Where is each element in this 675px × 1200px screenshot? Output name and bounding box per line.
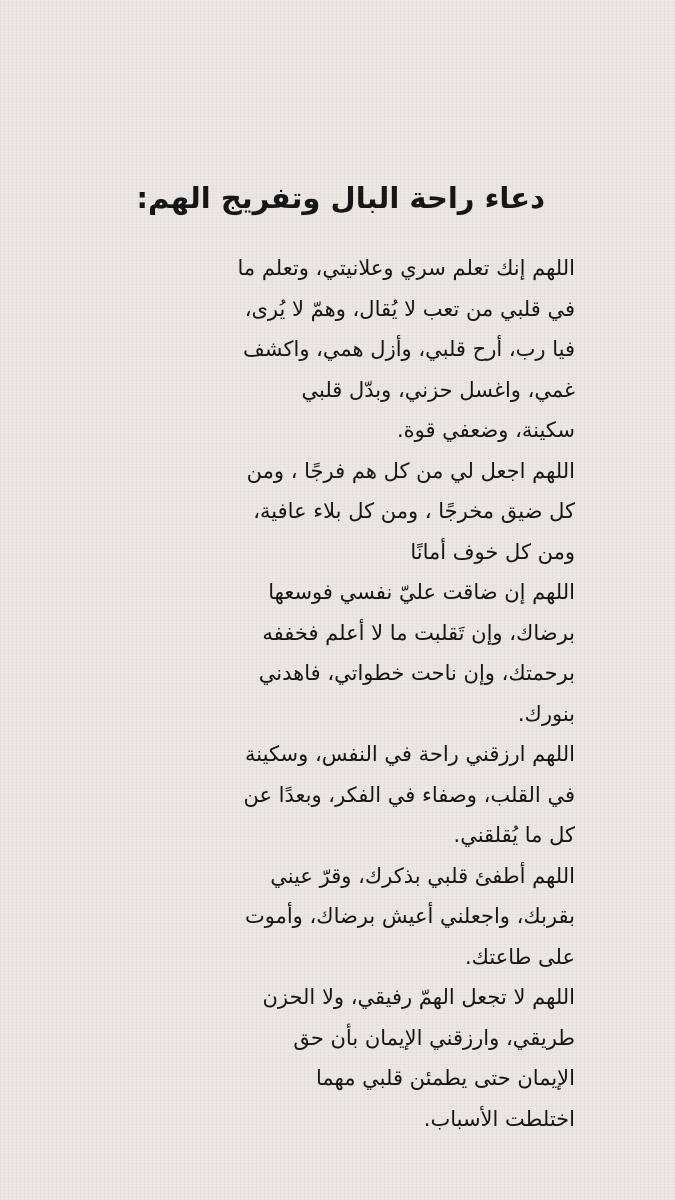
prayer-body: [165, 248, 575, 1139]
prayer-line: غمي، واغسل حزني، وبدّل قلبي: [301, 377, 575, 402]
prayer-line: اللهم ارزقني راحة في النفس، وسكينة: [245, 742, 575, 766]
prayer-line: الإيمان حتى يطمئن قلبي مهما: [316, 1066, 575, 1090]
prayer-line: سكينة، وضعفي قوة.: [396, 418, 575, 442]
prayer-line: ومن كل خوف أمانًا: [410, 539, 575, 564]
prayer-line: اللهم اجعل لي من كل هم فرجًا ، ومن: [246, 458, 575, 483]
prayer-line: اللهم أطفئ قلبي بذكرك، وقرّ عيني: [270, 863, 575, 888]
document-title: دعاء راحة البال وتفريج الهم:: [136, 181, 545, 215]
prayer-line: برحمتك، وإن ناحت خطواتي، فاهدني: [258, 661, 575, 685]
prayer-line: بقربك، واجعلني أعيش برضاك، وأموت: [244, 904, 575, 928]
prayer-line: اختلطت الأسباب.: [423, 1106, 575, 1131]
prayer-line: طريقي، وارزقني الإيمان بأن حق: [293, 1025, 575, 1050]
prayer-line: كل ما يُقلقني.: [453, 823, 575, 847]
prayer-line: اللهم إن ضاقت عليّ نفسي فوسعها: [268, 580, 575, 604]
prayer-line: على طاعتك.: [464, 944, 575, 969]
prayer-line: اللهم إنك تعلم سري وعلانيتي، وتعلم ما: [237, 256, 575, 280]
prayer-line: اللهم لا تجعل الهمّ رفيقي، ولا الحزن: [262, 985, 575, 1009]
prayer-line: في قلبي من تعب لا يُقال، وهمّ لا يُرى،: [244, 296, 575, 321]
prayer-line: كل ضيق مخرجًا ، ومن كل بلاء عافية،: [253, 499, 575, 523]
prayer-line: بنورك.: [517, 701, 575, 726]
prayer-line: فيا رب، أرح قلبي، وأزل همي، واكشف: [243, 337, 575, 361]
prayer-line: في القلب، وصفاء في الفكر، وبعدًا عن: [243, 782, 575, 807]
prayer-line: برضاك، وإن تَقلبت ما لا أعلم فخففه: [262, 620, 575, 645]
